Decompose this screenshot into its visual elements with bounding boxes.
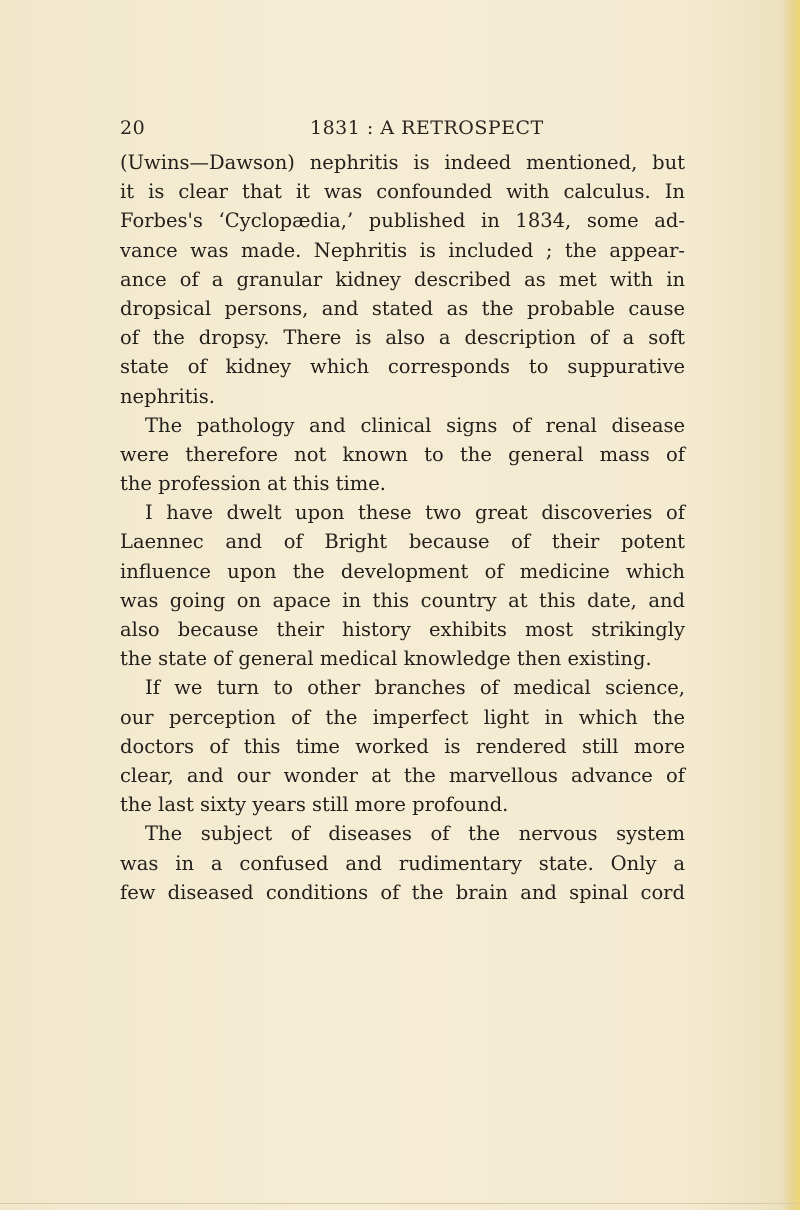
text-line: influence upon the development of medicine which (120, 559, 685, 583)
text-line: was going on apace in this country at this date, and (120, 588, 685, 612)
text-line: the state of general medical knowledge then existing. (120, 647, 652, 671)
text-line: also because their history exhibits most strikingly (120, 618, 685, 641)
text-line: clear, and our wonder at the marvellous advance of (120, 763, 685, 787)
text-line: of the dropsy. There is also a description of a soft (120, 326, 685, 350)
text-line: (Uwins—Dawson) nephritis is indeed mentioned, but (120, 151, 685, 174)
text-line: The subject of diseases of the nervous system (145, 822, 685, 846)
header-title: 1831 : A RETROSPECT (310, 117, 544, 139)
text-line: was in a confused and rudimentary state. Only a (120, 851, 685, 875)
text-line: it is clear that it was confounded with calculus. In (120, 180, 685, 204)
text-line: our perception of the imperfect light in which the (120, 705, 685, 729)
body-text (120, 148, 685, 907)
page-edge (782, 0, 800, 1210)
text-line: the last sixty years still more profound. (120, 793, 509, 817)
text-line: The pathology and clinical signs of renal disease (145, 413, 685, 437)
text-line: the profession at this time. (120, 472, 386, 496)
text-line: I have dwelt upon these two great discoveries of (145, 501, 685, 525)
text-line: If we turn to other branches of medical science, (145, 676, 685, 700)
text-line: Laennec and of Bright because of their potent (120, 530, 685, 554)
page-bottom-edge (0, 1203, 800, 1204)
text-line: doctors of this time worked is rendered still more (120, 734, 685, 758)
text-line: Forbes's ‘Cyclopædia,’ published in 1834, some ad- (120, 209, 685, 233)
text-line: ance of a granular kidney described as met with in (120, 267, 685, 291)
text-line: dropsical persons, and stated as the probable cause (120, 296, 685, 320)
text-line: nephritis. (120, 384, 215, 408)
text-line: few diseased conditions of the brain and spinal cord (120, 880, 685, 904)
page-number: 20 (120, 117, 146, 139)
text-line: state of kidney which corresponds to suppurative (120, 355, 685, 379)
text-line: were therefore not known to the general mass of (120, 442, 685, 466)
text-line: vance was made. Nephritis is included ; the appear- (120, 238, 685, 262)
